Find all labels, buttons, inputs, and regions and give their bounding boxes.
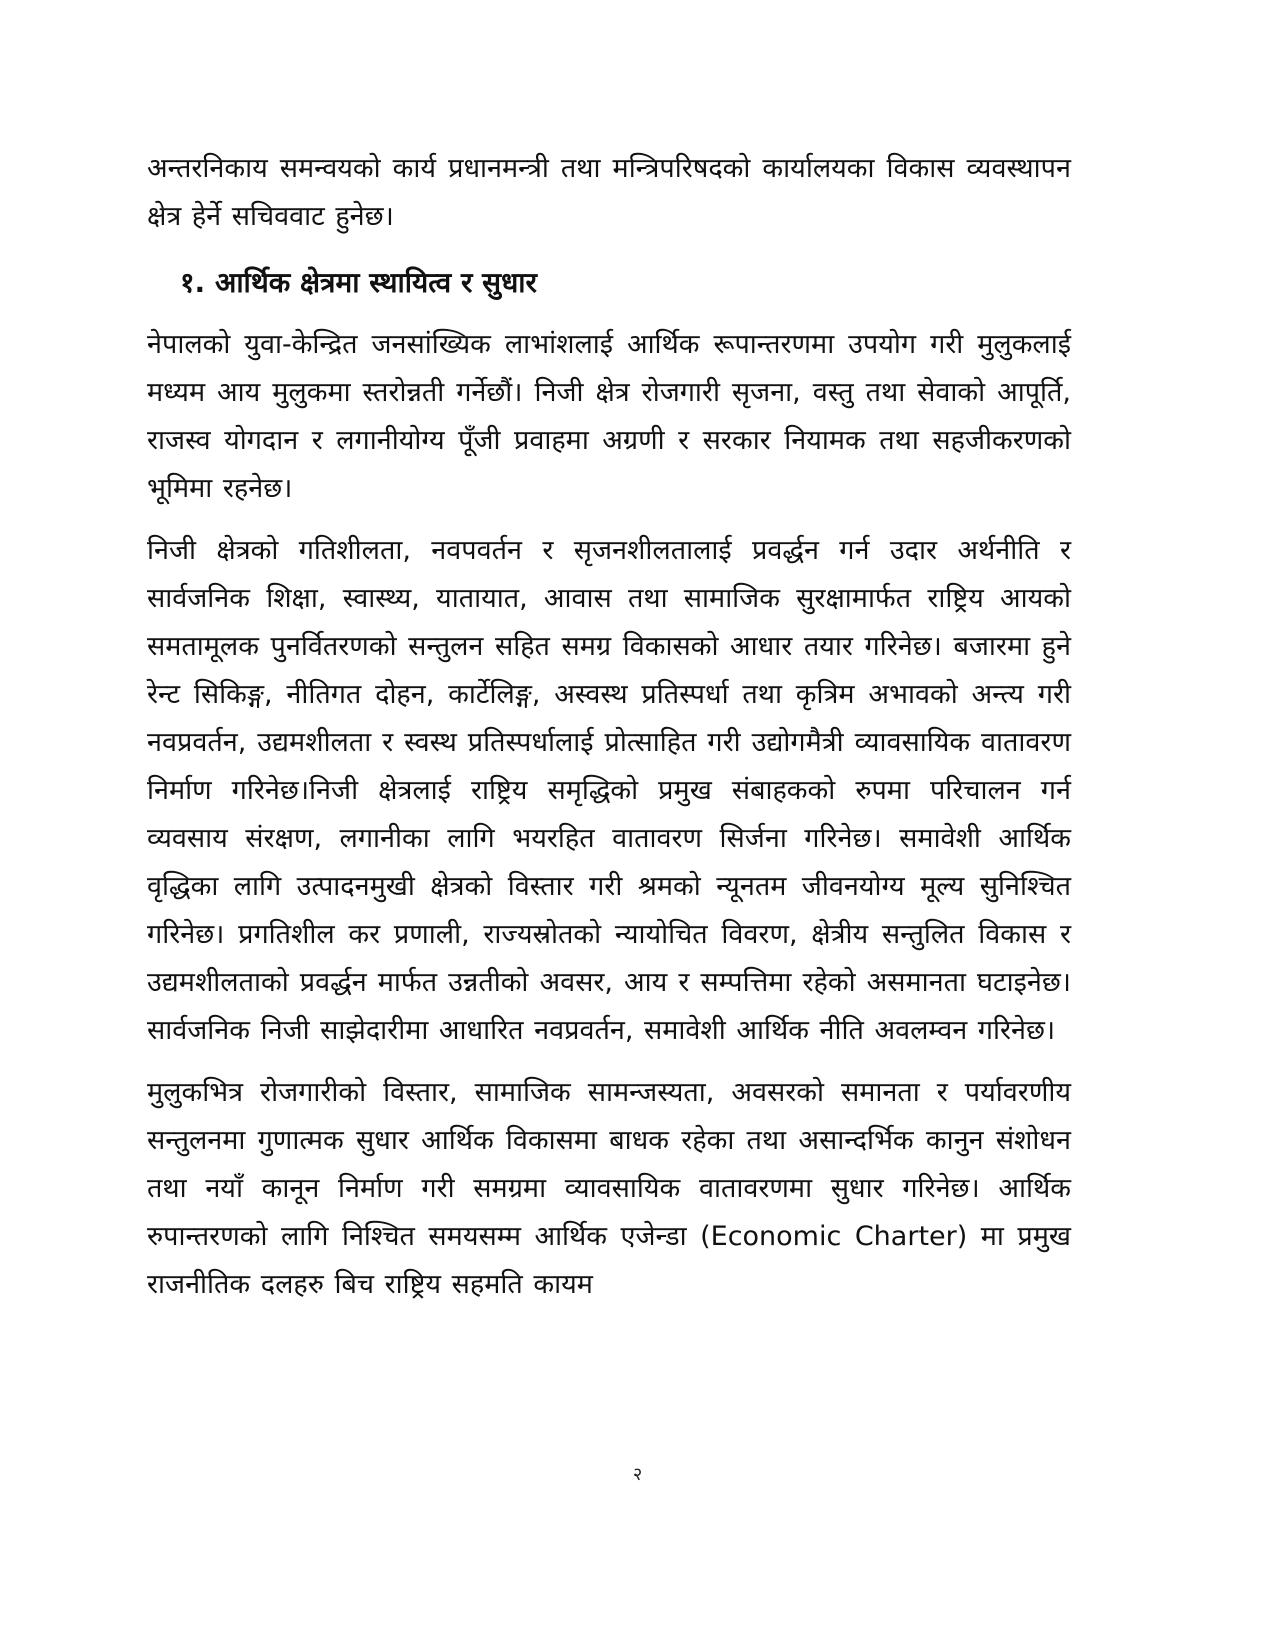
paragraph-private-sector: निजी क्षेत्रको गतिशीलता, नवपवर्तन र सृजनशीलतालाई प्रवर्द्धन गर्न उदार अर्थनीति र सार्वजनिक शिक्षा, स्वास्थ्य, यातायात, आवास तथा सामाजिक सुरक्षामार्फत राष्ट्रिय आयको समतामूलक पुनर्वितरणको सन्तुलन सहित समग्र विकासको आधार तयार गरिनेछ। बजारमा हुने रेन्ट सिकिङ्ग, नीतिगत दोहन, कार्टेलिङ्ग, अस्वस्थ प्रतिस्पर्धा तथा कृत्रिम अभावको अन्त्य गरी नवप्रवर्तन, उद्यमशीलता र स्वस्थ प्रतिस्पर्धालाई प्रोत्साहित गरी उद्योगमैत्री व्यावसायिक वातावरण निर्माण गरिनेछ।निजी क्षेत्रलाई राष्ट्रिय समृद्धिको प्रमुख संबाहकको रुपमा परिचालन गर्न व्यवसाय संरक्षण, लगानीका लागि भयरहित वातावरण सिर्जना गरिनेछ। समावेशी आर्थिक वृद्धिका लागि उत्पादनमुखी क्षेत्रको विस्तार गरी श्रमको न्यूनतम जीवनयोग्य मूल्य सुनिश्चित गरिनेछ। प्रगतिशील कर प्रणाली, राज्यस्रोतको न्यायोचित विवरण, क्षेत्रीय सन्तुलित विकास र उद्यमशीलताको प्रवर्द्धन मार्फत उन्नतीको अवसर, आय र सम्पत्तिमा रहेको असमानता घटाइनेछ। सार्वजनिक निजी साझेदारीमा आधारित नवप्रवर्तन, समावेशी आर्थिक नीति अवलम्वन गरिनेछ। <box>147 535 1071 1046</box>
section-heading: १. आर्थिक क्षेत्रमा स्थायित्व र सुधार <box>180 266 537 299</box>
paragraph-youth-dividend: नेपालको युवा-केन्द्रित जनसांख्यिक लाभांशलाई आर्थिक रूपान्तरणमा उपयोग गरी मुलुकलाई मध्यम आय मुलुकमा स्तरोन्नती गर्नेछौं। निजी क्षेत्र रोजगारी सृजना, वस्तु तथा सेवाको आपूर्ति, राजस्व योगदान र लगानीयोग्य पूँजी प्रवाहमा अग्रणी र सरकार नियामक तथा सहजीकरणको भूमिमा रहनेछ। <box>147 329 1071 504</box>
page-number: २ <box>632 1464 643 1485</box>
document-body <box>147 145 1071 1309</box>
intro-paragraph: अन्तरनिकाय समन्वयको कार्य प्रधानमन्त्री तथा मन्त्रिपरिषदको कार्यालयका विकास व्यवस्थापन क्षेत्र हेर्ने सचिववाट हुनेछ। <box>147 153 1071 232</box>
paragraph-business-environment: मुलुकभित्र रोजगारीको विस्तार, सामाजिक सामन्जस्यता, अवसरको समानता र पर्यावरणीय सन्तुलनमा गुणात्मक सुधार आर्थिक विकासमा बाधक रहेका तथा असान्दर्भिक कानुन संशोधन तथा नयाँ कानून निर्माण गरी समग्रमा व्यावसायिक वातावरणमा सुधार गरिनेछ। आर्थिक रुपान्तरणको लागि निश्चित समयसम्म आर्थिक एजेन्डा (Economic Charter) मा प्रमुख राजनीतिक दलहरु बिच राष्ट्रिय सहमति कायम <box>147 1077 1071 1300</box>
